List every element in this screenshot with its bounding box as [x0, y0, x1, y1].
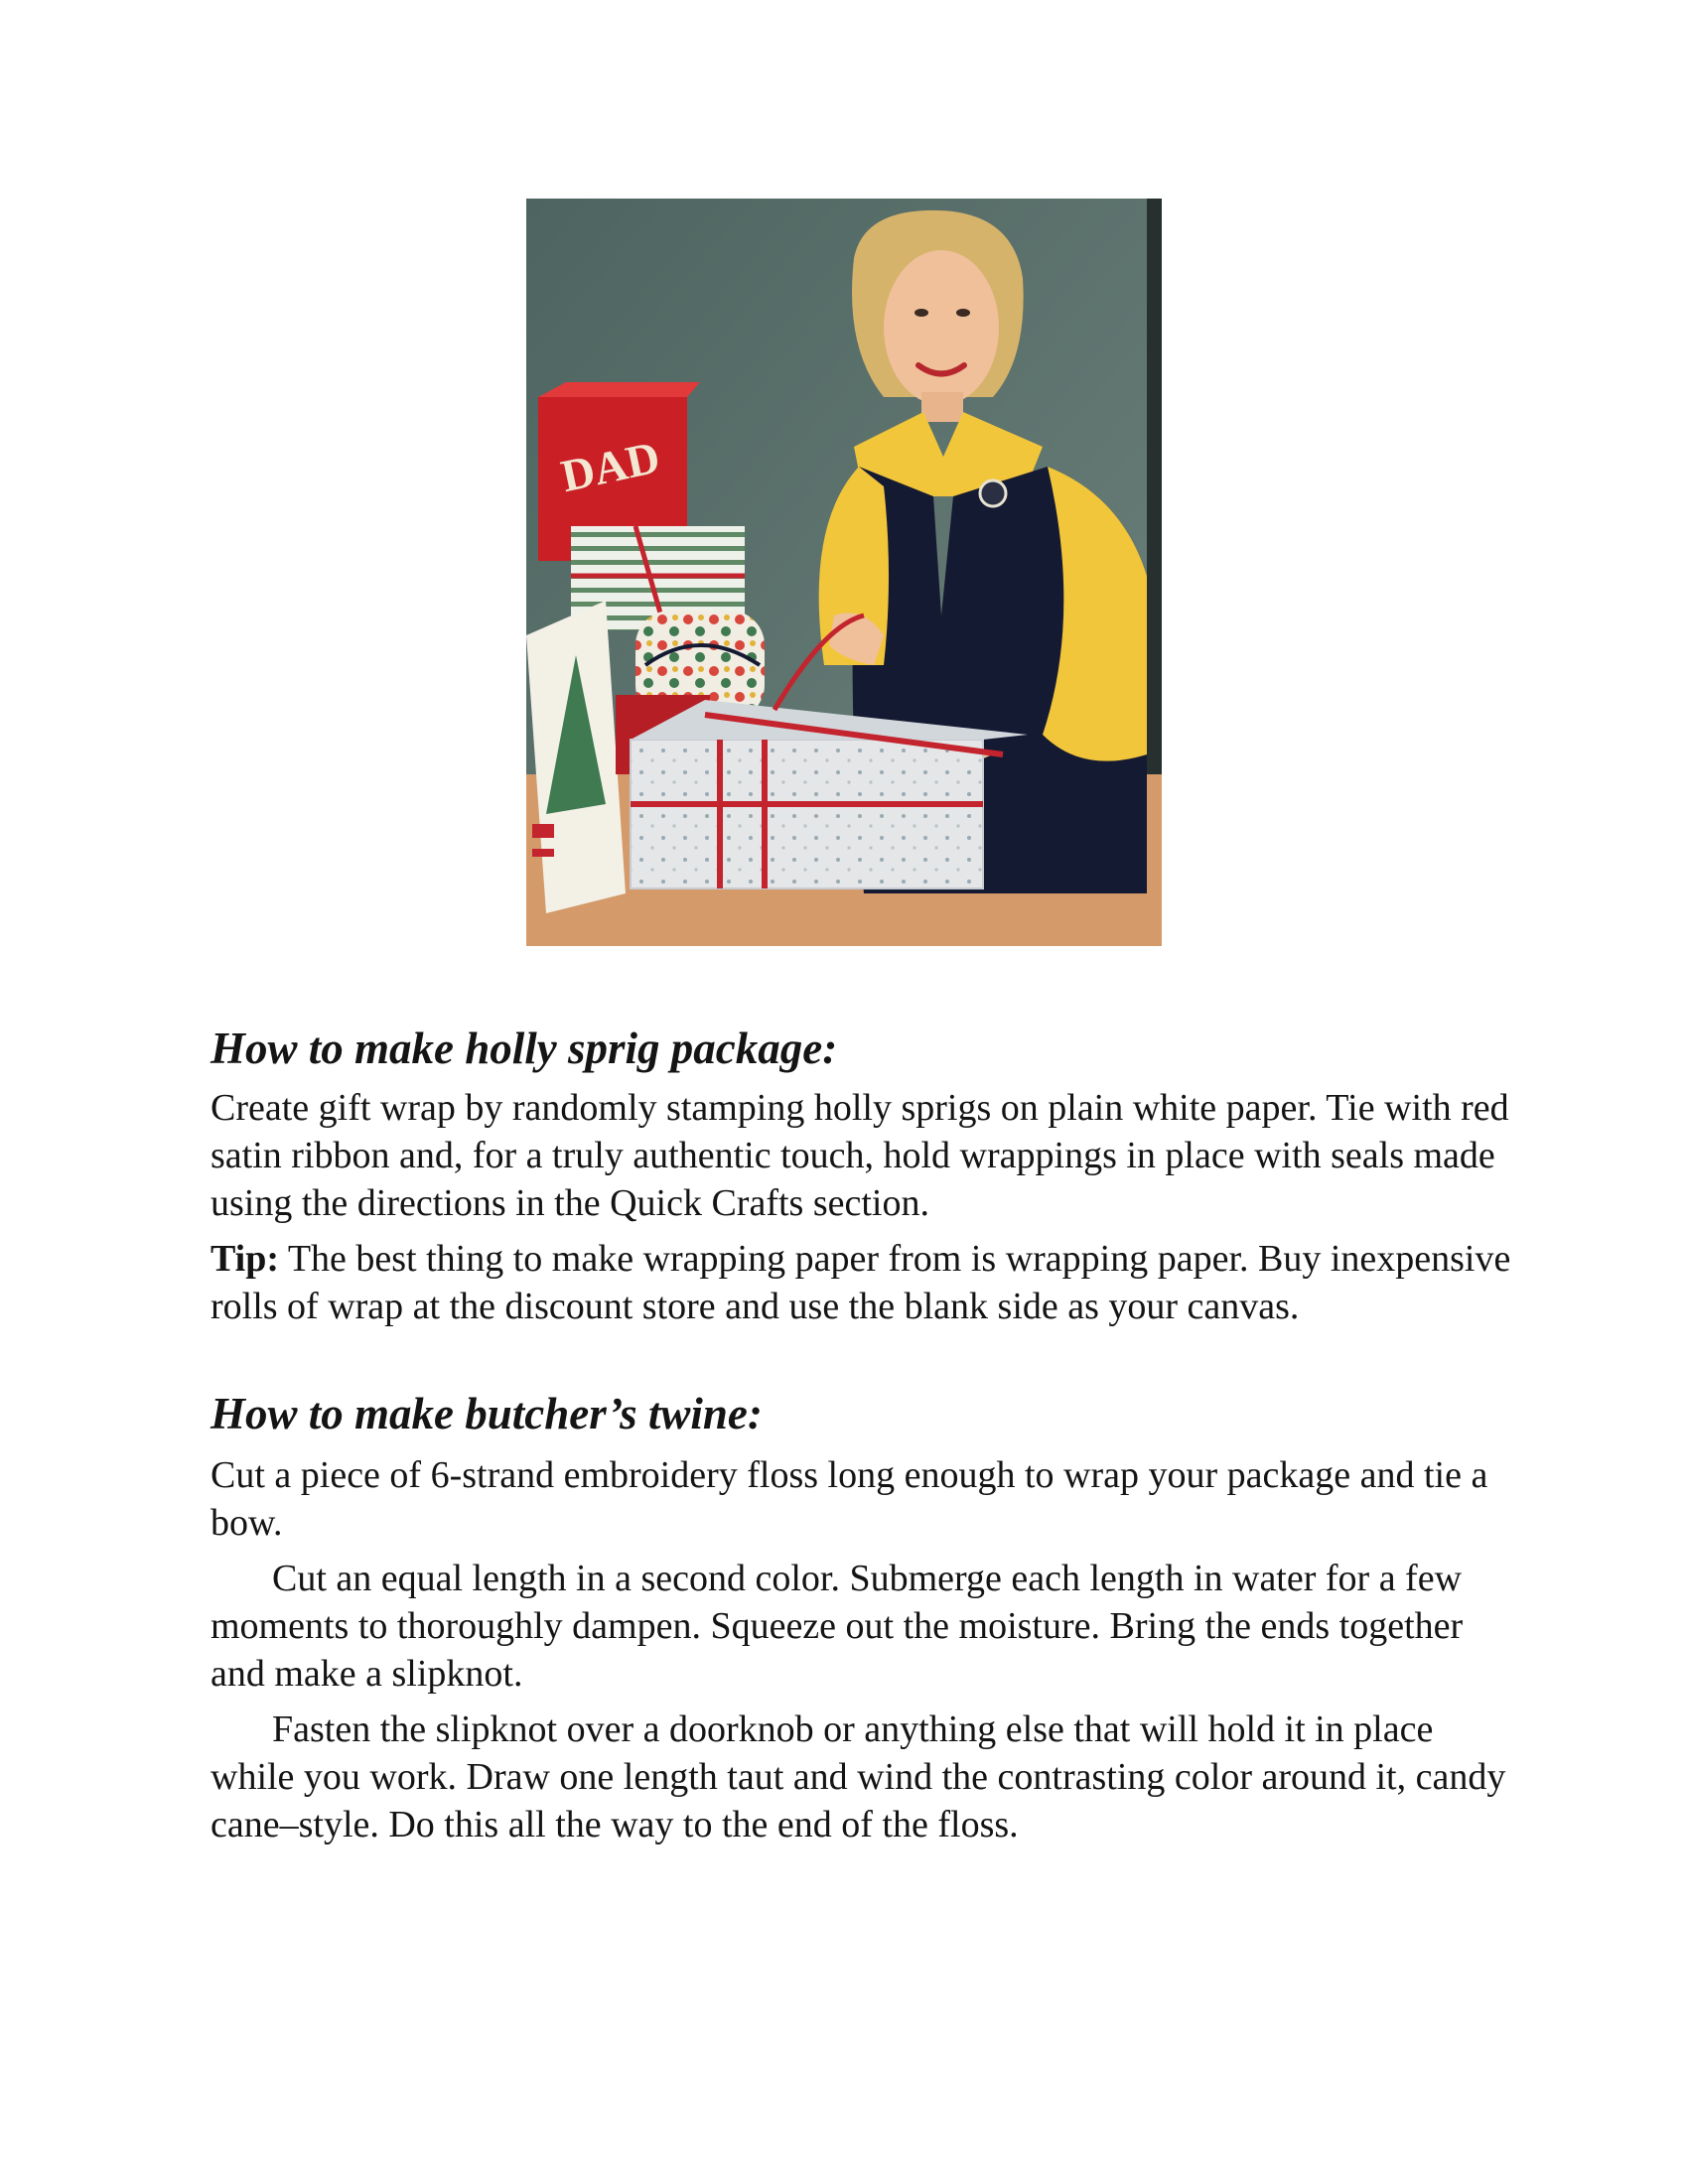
twine-step-1: Cut a piece of 6-strand embroidery floss long enough to wrap your package and tie a bow.: [211, 1454, 1488, 1544]
brooch: [980, 480, 1006, 506]
front-gift-box: [631, 740, 983, 888]
tip-paragraph: [211, 1235, 1521, 1330]
face: [884, 250, 999, 405]
holly-sprig-instructions: Create gift wrap by randomly stamping holly sprigs on plain white paper. Tie with red satin ribbon and, for a truly authentic touch, hold wrappings in place with seals made using the directions in the Quick Crafts section.: [211, 1087, 1509, 1224]
twine-step-3: Fasten the slipknot over a doorknob or anything else that will hold it in place while you work. Draw one length taut and wind the contrasting color around it, candy cane–style. Do this all the way to the end of the floss.: [211, 1708, 1506, 1845]
twine-step-2: Cut an equal length in a second color. Submerge each length in water for a few moments to thoroughly dampen. Squeeze out the moisture. Bring the ends together and make a slipknot.: [211, 1558, 1464, 1695]
butchers-twine-heading: How to make butcher’s twine:: [211, 1389, 763, 1438]
neck: [921, 392, 963, 422]
tip-text: The best thing to make wrapping paper from is wrapping paper. Buy inexpensive rolls of wrap at the discount store and use the blank side as your canvas.: [211, 1238, 1511, 1327]
holly-sprig-heading: How to make holly sprig package:: [211, 1024, 838, 1073]
dad-box-label: DAD: [556, 431, 664, 502]
vintage-gift-wrapping-illustration: [526, 199, 1162, 946]
article-content: [211, 1021, 1521, 1848]
tip-label: Tip:: [211, 1238, 280, 1280]
